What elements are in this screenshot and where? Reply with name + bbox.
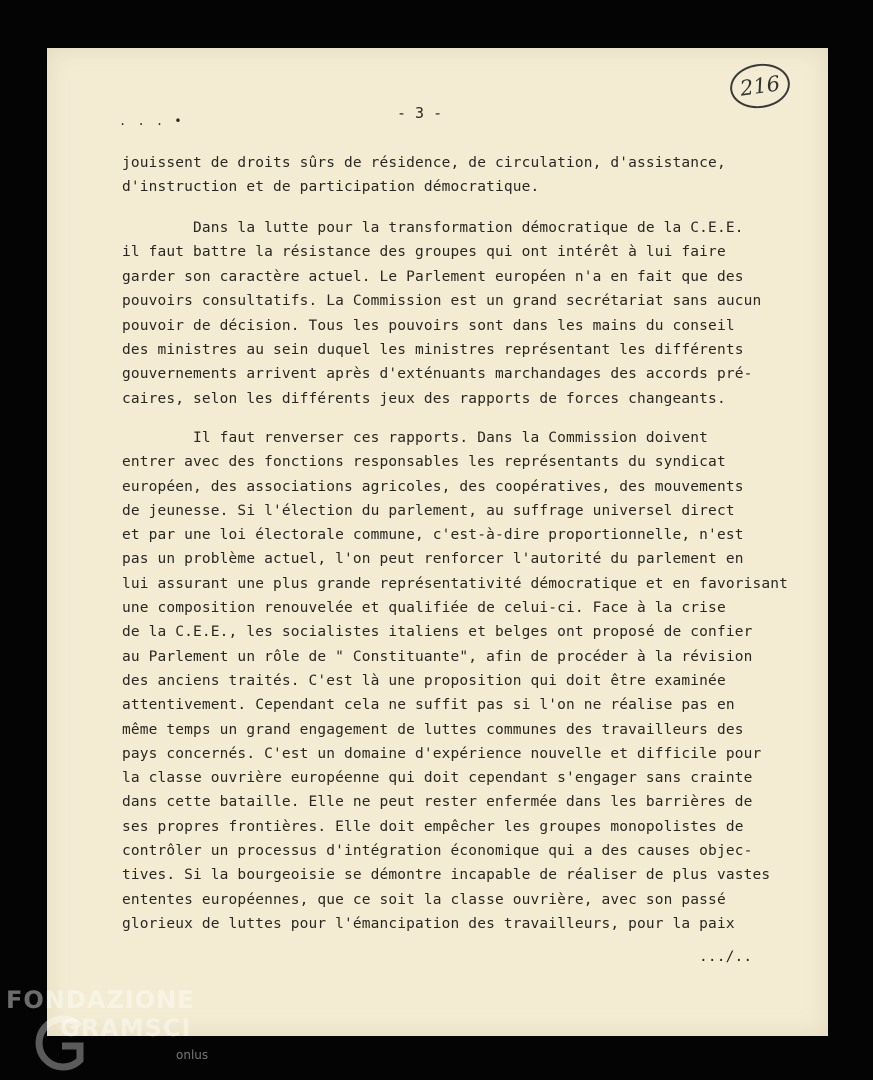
watermark-line-2: GRAMSCI	[60, 1014, 192, 1042]
watermark-suffix: onlus	[176, 1048, 209, 1062]
page-number: - 3 -	[397, 104, 443, 122]
typewritten-sheet	[47, 48, 828, 1036]
paragraph-3: Il faut renverser ces rapports. Dans la Commission doivent entrer avec des fonctions responsables les représentants du syndicat européen, des associations agricoles, des coopératives, des mouvements de jeunesse. Si l'élection du parlement, au suffrage universel direct et par une loi électorale commune, c'est-à-dire proportionnelle, n'est pas un problème actuel, l'on peut renforcer l'autorité du parlement en lui assurant une plus grande représentativité démocratique et en favorisant une composition renouvelée et qualifiée de celui-ci. Face à la crise de la C.E.E., les socialistes italiens et belges ont proposé de confier au Parlement un rôle de " Constituante", afin de procéder à la révision des anciens traités. C'est là une proposition qui doit être examinée attentivement. Cependant cela ne suffit pas si l'on ne réalise pas en même temps un grand engagement de luttes communes des travailleurs des pays concernés. C'est un domaine d'expérience nouvelle et difficile pour la classe ouvrière européenne qui doit cependant s'engager sans crainte dans cette bataille. Elle ne peut rester enfermée dans les barrières de ses propres frontières. Elle doit empêcher les groupes monopolistes de contrôler un processus d'intégration économique qui a des causes objec- tives. Si la bourgeoisie se démontre incapable de réaliser de plus vastes ententes européennes, que ce soit la classe ouvrière, avec son passé glorieux de luttes pour l'émancipation des travailleurs, pour la paix	[122, 430, 788, 932]
archive-number: 216	[738, 71, 782, 101]
watermark	[6, 986, 236, 1076]
archive-number-stamp	[727, 60, 793, 112]
paragraph-2: Dans la lutte pour la transformation démocratique de la C.E.E. il faut battre la résistance des groupes qui ont intérêt à lui faire garder son caractère actuel. Le Parlement européen n'a en fait que des pouvoirs consultatifs. La Commission est un grand secrétariat sans aucun pouvoir de décision. Tous les pouvoirs sont dans les mains du conseil des ministres au sein duquel les ministres représentant les différents gouvernements arrivent après d'exténuants marchandages des accords pré- caires, selon les différents jeux des rapports de forces changeants.	[122, 220, 762, 407]
watermark-line-1: FONDAZIONE	[6, 986, 195, 1014]
corner-mark: . . . •	[119, 114, 184, 128]
continuation-mark: .../..	[699, 949, 753, 965]
paragraph-1: jouissent de droits sûrs de résidence, de circulation, d'assistance, d'instruction et de participation démocratique.	[122, 155, 726, 196]
